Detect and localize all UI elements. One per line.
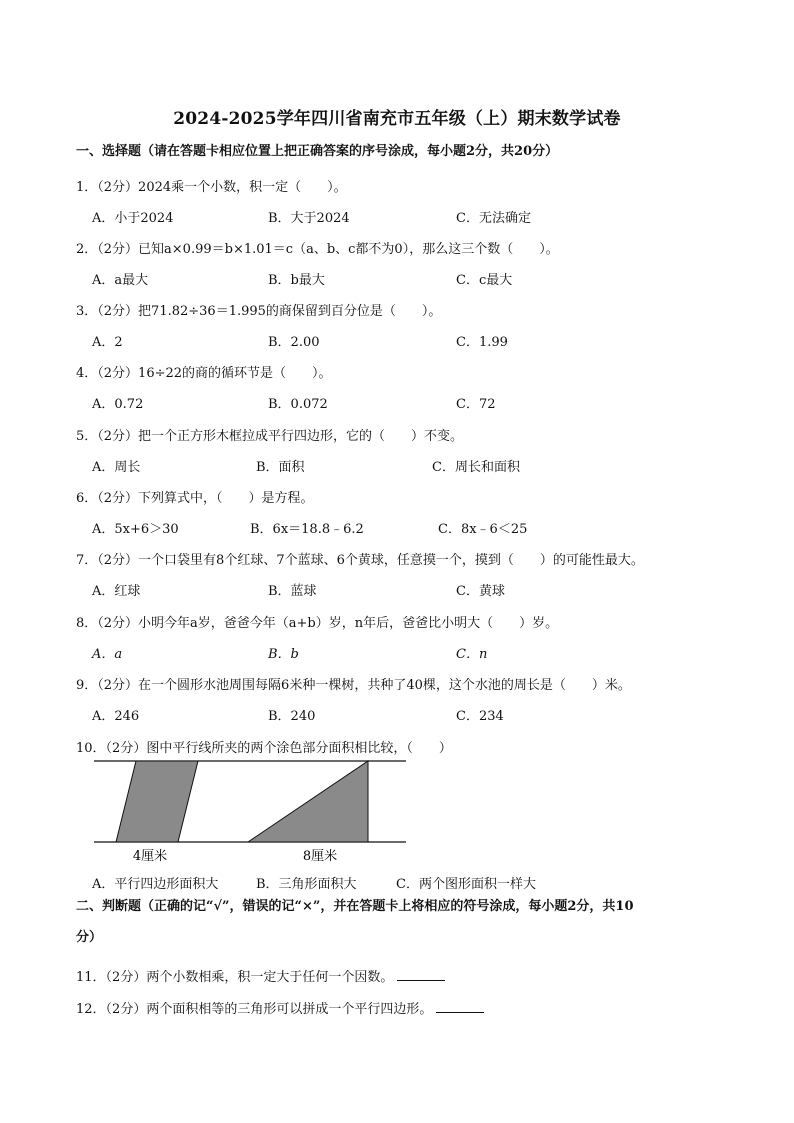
- q3-option-c: C．1.99: [456, 335, 508, 350]
- shaded-parallelogram: [116, 761, 198, 842]
- question-11-text: 11．（2分）两个小数相乘，积一定大于任何一个因数。: [76, 970, 394, 985]
- answer-blank-12[interactable]: [436, 1000, 484, 1013]
- q10-option-a: A．平行四边形面积大: [92, 877, 219, 892]
- section-heading-judge-line2: 分）: [76, 930, 103, 945]
- question-7: 7．（2分）一个口袋里有8个红球、7个蓝球、6个黄球，任意摸一个，摸到（ ）的可能性最大。: [76, 553, 644, 568]
- answer-blank-11[interactable]: [397, 968, 445, 981]
- page-title: 2024-2025学年四川省南充市五年级（上）期末数学试卷: [173, 109, 621, 129]
- q1-option-b: B．大于2024: [268, 211, 350, 226]
- question-11: [76, 966, 445, 985]
- q7-option-c: C．黄球: [456, 584, 505, 599]
- question-1: 1．（2分）2024乘一个小数，积一定（ ）。: [76, 180, 347, 195]
- shaded-triangle: [248, 761, 368, 842]
- q5-option-b: B．面积: [256, 460, 305, 475]
- q1-option-c: C．无法确定: [456, 211, 531, 226]
- section-heading-judge: [76, 897, 726, 917]
- q6-option-c: C．8x﹣6＜25: [438, 522, 528, 537]
- question-9: 9．（2分）在一个圆形水池周围每隔6米种一棵树，共种了40棵，这个水池的周长是（ ）米。: [76, 678, 631, 693]
- q4-option-c: C．72: [456, 397, 496, 412]
- q2-option-b: B．b最大: [268, 273, 325, 288]
- question-2: 2．（2分）已知a×0.99＝b×1.01＝c（a、b、c都不为0），那么这三个数（ ）。: [76, 242, 559, 257]
- question-3: 3．（2分）把71.82÷36＝1.995的商保留到百分位是（ ）。: [76, 304, 442, 319]
- q8-option-b: B．b: [268, 647, 299, 662]
- q2-option-a: A．a最大: [92, 273, 149, 288]
- q6-option-b: B．6x＝18.8﹣6.2: [250, 522, 364, 537]
- question-8: 8．（2分）小明今年a岁，爸爸今年（a+b）岁，n年后，爸爸比小明大（ ）岁。: [76, 616, 559, 631]
- q10-option-c: C．两个图形面积一样大: [396, 877, 536, 892]
- question-4: 4．（2分）16÷22的商的循环节是（ ）。: [76, 366, 332, 381]
- q3-option-a: A．2: [92, 335, 123, 350]
- q2-option-c: C．c最大: [456, 273, 513, 288]
- question-12: [76, 998, 484, 1017]
- question-6: 6．（2分）下列算式中，（ ）是方程。: [76, 491, 314, 506]
- q3-option-b: B．2.00: [268, 335, 320, 350]
- q9-option-b: B．240: [268, 709, 316, 724]
- section-heading-choice: 一、选择题（请在答题卡相应位置上把正确答案的序号涂成，每小题2分，共20分）: [76, 144, 559, 159]
- q5-option-c: C．周长和面积: [432, 460, 520, 475]
- q8-option-a: A．a: [92, 647, 123, 662]
- q6-option-a: A．5x+6＞30: [92, 522, 179, 537]
- q8-option-c: C．n: [456, 647, 488, 662]
- q4-option-b: B．0.072: [268, 397, 328, 412]
- q1-option-a: A．小于2024: [92, 211, 174, 226]
- q5-option-a: A．周长: [92, 460, 141, 475]
- figure-label-right: 8厘米: [302, 849, 338, 864]
- section-heading-judge-line1: 二、判断题（正确的记“√”，错误的记“×”，并在答题卡上将相应的符号涂成，每小题2分，共10: [76, 899, 634, 914]
- q7-option-a: A．红球: [92, 584, 141, 599]
- q10-option-b: B．三角形面积大: [256, 877, 357, 892]
- q9-option-a: A．246: [92, 709, 140, 724]
- q9-option-c: C．234: [456, 709, 504, 724]
- question-5: 5．（2分）把一个正方形木框拉成平行四边形，它的（ ）不变。: [76, 429, 464, 444]
- q7-option-b: B．蓝球: [268, 584, 317, 599]
- question-12-text: 12．（2分）两个面积相等的三角形可以拼成一个平行四边形。: [76, 1002, 433, 1017]
- question-10: 10．（2分）图中平行线所夹的两个涂色部分面积相比较，（ ）: [76, 741, 452, 756]
- parallel-lines-figure: [90, 756, 410, 864]
- q4-option-a: A．0.72: [92, 397, 144, 412]
- figure-label-left: 4厘米: [132, 849, 168, 864]
